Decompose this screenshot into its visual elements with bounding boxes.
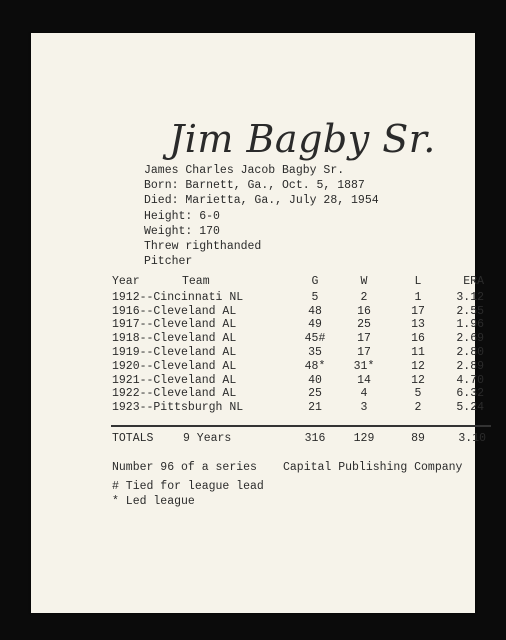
header-year: Year [112,275,140,288]
totals-w: 129 [353,432,375,445]
cell-l: 16 [411,332,425,346]
footnote-tied: # Tied for league lead [112,480,264,493]
bio-died: Died: Marietta, Ga., July 28, 1954 [144,194,379,208]
cell-era: 6.32 [456,387,484,401]
cell-g: 21 [308,401,322,415]
cell-w: 3 [360,401,368,415]
bio-position: Pitcher [144,255,193,269]
totals-divider [111,425,491,427]
cell-w: 16 [357,304,371,318]
footnotes [112,480,264,509]
cell-era: 2.89 [456,359,484,373]
cell-g: 25 [308,387,322,401]
cell-team: 1923--Pittsburgh NL [112,401,244,415]
totals-label: TOTALS [112,432,154,445]
bio-height: Height: 6-0 [144,209,220,223]
stats-row [112,387,484,401]
cell-l: 13 [411,318,425,332]
cell-team: 1918--Cleveland AL [112,332,237,346]
cell-g: 5 [311,290,319,304]
cell-era: 3.12 [456,290,484,304]
cell-g: 35 [308,345,322,359]
player-bio [144,163,379,269]
cell-era: 1.96 [456,318,484,332]
stats-row [112,401,484,415]
stats-row [112,345,484,360]
bio-full-name: James Charles Jacob Bagby Sr. [144,164,345,177]
header-w: W [360,275,368,288]
cell-g: 40 [308,373,322,387]
cell-team: 1912--Cincinnati NL [112,290,244,304]
cell-team: 1921--Cleveland AL [112,373,237,387]
cell-w: 17 [357,332,371,346]
cell-l: 5 [414,387,422,401]
totals-row [112,432,492,446]
cell-w: 31* [353,359,375,373]
totals-years: 9 Years [183,432,232,445]
cell-era: 2.55 [456,304,484,318]
cell-team: 1920--Cleveland AL [112,359,237,373]
stats-row [112,290,484,305]
cell-w: 14 [357,373,371,387]
cell-era: 4.70 [456,373,484,387]
cell-w: 25 [357,318,371,332]
stats-row [112,373,484,388]
cell-w: 17 [357,345,371,359]
header-l: L [414,275,422,288]
bio-born: Born: Barnett, Ga., Oct. 5, 1887 [144,179,365,193]
baseball-card [31,33,486,613]
cell-l: 17 [411,304,425,318]
bio-throws: Threw righthanded [144,240,262,254]
cell-era: 5.24 [456,401,484,415]
series-number: Number 96 of a series [112,461,257,474]
publisher-name: Capital Publishing Company [283,461,463,474]
cell-team: 1919--Cleveland AL [112,345,237,359]
totals-l: 89 [411,432,425,445]
cell-l: 12 [411,359,425,373]
header-team: Team [182,275,210,288]
stats-header-row [112,275,484,289]
stats-table [112,275,484,415]
stats-body [112,290,484,415]
cell-era: 2.69 [456,332,484,346]
stats-row [112,304,484,319]
cell-l: 11 [411,345,425,359]
cell-l: 12 [411,373,425,387]
cell-team: 1917--Cleveland AL [112,318,237,332]
cell-g: 45# [304,332,326,346]
cell-era: 2.80 [456,345,484,359]
totals-era: 3.10 [458,432,486,445]
cell-g: 48 [308,304,322,318]
stats-row [112,359,484,374]
cell-l: 2 [414,401,422,415]
cell-g: 48* [304,359,326,373]
footnote-led: * Led league [112,494,195,508]
cell-team: 1916--Cleveland AL [112,304,237,318]
stats-row [112,318,484,332]
player-signature: Jim Bagby Sr. [169,117,436,161]
header-g: G [311,275,319,288]
header-era: ERA [463,275,484,288]
cell-g: 49 [308,318,322,332]
bio-weight: Weight: 170 [144,224,220,238]
cell-l: 1 [414,290,422,304]
cell-w: 2 [360,290,368,304]
cell-team: 1922--Cleveland AL [112,387,237,401]
totals-g: 316 [304,432,326,445]
cell-w: 4 [360,387,368,401]
stats-row [112,332,484,346]
